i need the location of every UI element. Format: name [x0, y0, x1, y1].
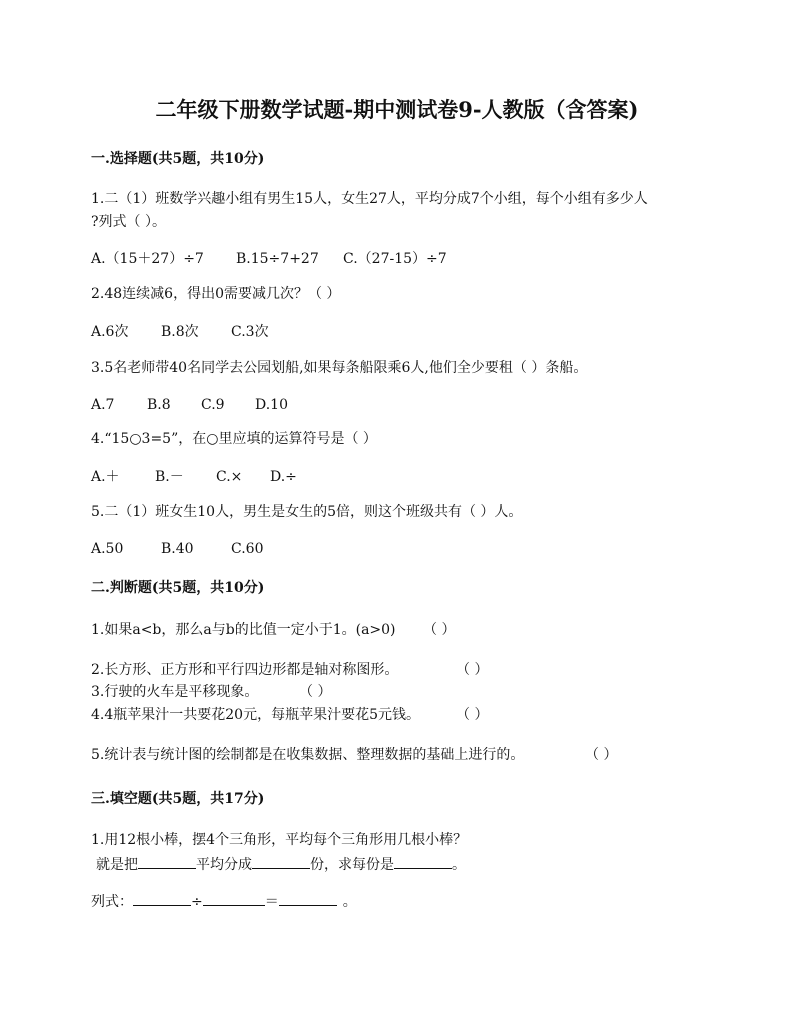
choice-q4: 4.“15○3=5”，在○里应填的运算符号是（ ）: [91, 431, 377, 447]
fill-blank-3[interactable]: [394, 854, 452, 869]
document-title: 二年级下册数学试题-期中测试卷9-人教版（含答案): [155, 97, 639, 122]
choice-q3-option-d: D.10: [255, 397, 288, 413]
choice-q4-option-a: A.＋: [91, 469, 120, 485]
judgment-q4: 4.4瓶苹果汁一共要花20元，每瓶苹果汁要花5元钱。: [91, 707, 420, 723]
judgment-q2-answer-paren: （ ）: [456, 662, 489, 678]
choice-q1-option-c: C.（27-15）÷7: [343, 251, 447, 267]
choice-q2-option-a: A.6次: [91, 324, 129, 340]
choice-q1-option-a: A.（15＋27）÷7: [91, 251, 204, 267]
section-heading-fill-blank: 三.填空题(共5题，共17分): [91, 791, 265, 807]
formula-divide-sign: ÷: [191, 894, 203, 910]
formula-blank-3[interactable]: [279, 891, 337, 906]
choice-q4-option-d: D.÷: [270, 469, 297, 485]
choice-q5: 5.二（1）班女生10人，男生是女生的5倍，则这个班级共有（ ）人。: [91, 504, 523, 520]
judgment-q5: 5.统计表与统计图的绘制都是在收集数据、整理数据的基础上进行的。: [91, 747, 525, 763]
choice-q1-line2: ?列式（ ）。: [91, 214, 166, 230]
fill-q1-text-a: 就是把: [96, 857, 138, 873]
judgment-q1-answer-paren: （ ）: [423, 622, 456, 638]
choice-q2: 2.48连续减6，得出0需要减几次？（ ）: [91, 286, 341, 302]
fill-blank-1[interactable]: [138, 854, 196, 869]
judgment-q3: 3.行驶的火车是平移现象。: [91, 684, 259, 700]
fill-q1-text-d: 。: [452, 857, 466, 873]
choice-q5-option-b: B.40: [161, 541, 194, 557]
formula-equals-sign: ＝: [264, 894, 279, 910]
section-heading-choice: 一.选择题(共5题，共10分): [91, 151, 265, 167]
fill-q1-text-b: 平均分成: [196, 857, 252, 873]
choice-q3-option-a: A.7: [91, 397, 115, 413]
formula-blank-2[interactable]: [203, 891, 265, 906]
formula-end: 。: [342, 894, 357, 910]
formula-line: [91, 891, 357, 911]
choice-q3-option-c: C.9: [201, 397, 225, 413]
fill-q1-text-c: 份，求每份是: [310, 857, 394, 873]
judgment-q1: 1.如果a<b，那么a与b的比值一定小于1。(a>0): [91, 622, 396, 638]
section-heading-judgment: 二.判断题(共5题，共10分): [91, 580, 265, 596]
judgment-q2: 2.长方形、正方形和平行四边形都是轴对称图形。: [91, 662, 399, 678]
fill-q1-line1: 1.用12根小棒，摆4个三角形，平均每个三角形用几根小棒？: [91, 832, 468, 848]
choice-q1-line1: 1.二（1）班数学兴趣小组有男生15人，女生27人，平均分成7个小组，每个小组有多少人: [91, 191, 648, 207]
judgment-q4-answer-paren: （ ）: [456, 707, 489, 723]
choice-q2-option-c: C.3次: [231, 324, 269, 340]
formula-label: 列式：: [91, 894, 133, 910]
choice-q3: 3.5名老师带40名同学去公园划船,如果每条船限乘6人,他们全少要租（ ）条船。: [91, 360, 588, 376]
choice-q5-option-a: A.50: [91, 541, 124, 557]
choice-q2-option-b: B.8次: [161, 324, 199, 340]
fill-q1-line2: [96, 854, 466, 874]
judgment-q3-answer-paren: （ ）: [299, 684, 332, 700]
choice-q4-option-b: B.－: [155, 469, 184, 485]
judgment-q5-answer-paren: （ ）: [585, 747, 618, 763]
choice-q3-option-b: B.8: [147, 397, 171, 413]
choice-q5-option-c: C.60: [231, 541, 264, 557]
choice-q4-option-c: C.×: [216, 469, 243, 485]
choice-q1-option-b: B.15÷7+27: [236, 251, 319, 267]
formula-blank-1[interactable]: [133, 891, 191, 906]
fill-blank-2[interactable]: [252, 854, 310, 869]
